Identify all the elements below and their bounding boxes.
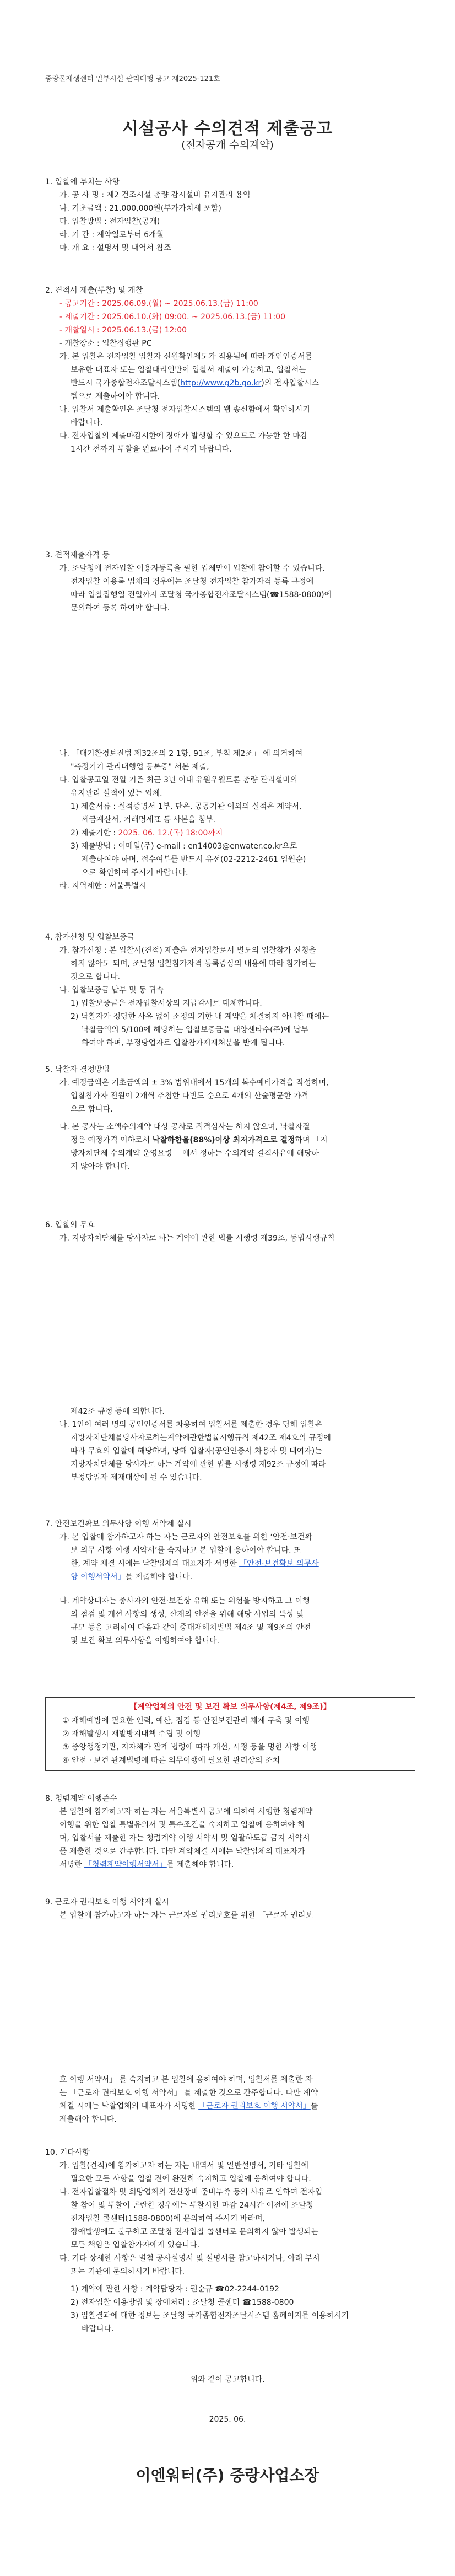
s3-da-line: 다. 입찰공고일 전일 기준 최근 3년 이내 유원우월트론 총량 관리설비의 (59, 776, 298, 785)
section-3-cont (45, 747, 414, 893)
s1-item: 가. 공 사 명 : 제2 건조시설 총량 감시설비 유지관리 용역 (59, 191, 251, 200)
contact-contract: 1) 계약에 관한 사항 : 계약담당자 : 권순규 ☎02-2244-0192 (71, 2285, 279, 2294)
section-8 (45, 1792, 414, 1871)
box-item: ① 재해예방에 필요한 인력, 예산, 점검 등 안전보건관리 체계 구축 및 이행 (62, 1716, 310, 1725)
s2-na-line: 바랍니다. (71, 418, 103, 427)
safety-pledge-link[interactable]: 「안전·보건확보 의무사 (239, 1559, 319, 1568)
s5-na-text: 하며 「지 (295, 1136, 328, 1145)
section-6-heading: 6. 입찰의 무효 (45, 1221, 95, 1230)
s3-d2-deadline: 2025. 06. 12.(목) 18:00까지 (118, 829, 223, 838)
s10-na-line: 장애발생에도 불구하고 조달청 전자입찰 콜센터로 문의하지 않아 발생되는 (71, 2228, 319, 2236)
safety-pledge-link[interactable]: 항 이행서약서」 (71, 1573, 126, 1581)
section-9-heading: 9. 근로자 권리보호 이행 서약제 실시 (45, 1898, 169, 1907)
s10-na-line: 모든 책임은 입찰참가자에게 있습니다. (71, 2241, 200, 2250)
s8-line (45, 1858, 414, 1871)
notice-date: 2025. 06. (209, 2415, 246, 2424)
s4-n2: 낙찰금액의 5/100에 해당하는 입찰보증금을 대양센타수(주)에 납부 (82, 1026, 308, 1034)
s1-item: 마. 개 요 : 설명서 및 내역서 참조 (59, 244, 171, 253)
contact-helpdesk: 2) 전자입찰 이용방법 및 장애처리 : 조달청 콜센터 ☎1588-0800 (71, 2298, 294, 2307)
s6-na-line: 지방자치단체를 당사자로 하는 계약에 관한 법률 시행령 제92조 규정에 따라 (71, 1460, 326, 1469)
contact-results: 3) 입찰결과에 대한 정보는 조달청 국가종합전자조달시스템 홈페이지를 이용하시기 (71, 2311, 349, 2320)
s10-na-line: 나. 전자입찰절차 및 희망업체의 전산장비 준비부족 등의 사유로 인하여 전자입 (59, 2188, 323, 2197)
s3-ga-line: 전자입찰 이용록 업체의 경우에는 조달청 전자입찰 참가자격 등록 규정에 (71, 577, 314, 586)
s2-ga-text: 반드시 국가종합전자조달시스템( (71, 379, 181, 388)
safety-obligations-box (45, 1697, 415, 1771)
s6-na-line: 따라 무효의 입찰에 해당하며, 당해 입찰자(공인인증서 차용자 및 대여자)는 (71, 1447, 322, 1456)
section-4-heading: 4. 참가신청 및 입찰보증금 (45, 933, 134, 942)
s5-na-line (45, 1134, 414, 1147)
s3-ga-line: 따라 입찰집행일 전일까지 조달청 국가종합전자조달시스템(☎1588-0800)에 (71, 591, 332, 599)
s4-n2: 2) 낙찰자가 정당한 사유 없이 소정의 기한 내 계약을 체결하지 아니할 때에는 (71, 1012, 329, 1021)
section-6 (45, 1219, 414, 1245)
s5-ga-line: 가. 예정금액은 기초금액의 ± 3% 범위내에서 15개의 복수예비가격을 작성하며, (59, 1078, 329, 1087)
section-8-heading: 8. 청렴계약 이행준수 (45, 1794, 117, 1803)
s8-text: 를 제출해야 합니다. (166, 1860, 234, 1869)
s3-d1b: 세금계산서, 거래명세표 등 사본을 첨부. (82, 815, 216, 824)
s7-ga-line: 가. 본 입찰에 참가하고자 하는 자는 근로자의 안전보호를 위한 ‘안전·보건확 (59, 1533, 313, 1542)
section-2 (45, 284, 414, 456)
s3-d3b: 제출하여야 하며, 접수여부를 반드시 유선(02-2212-2461 임원순) (82, 855, 306, 864)
section-7 (45, 1517, 414, 1647)
closing-statement: 위와 같이 공고합니다. (190, 2375, 265, 2384)
s5-ga-line: 입찰참가자 전원이 2개씩 추첨한 다빈도 순으로 4개의 산술평균한 가격 (71, 1092, 309, 1101)
s3-na-line: "측정기기 관리대행업 등록증" 서본 제출, (71, 763, 209, 771)
s7-ga-line (45, 1557, 414, 1570)
section-10-heading: 10. 기타사항 (45, 2148, 90, 2157)
s5-ga-line: 으로 합니다. (71, 1105, 113, 1114)
contact-results: 바랍니다. (82, 2325, 114, 2333)
worker-rights-pledge-link[interactable]: 「근로자 권리보호 이행 서약서」 (198, 2102, 311, 2111)
s2-da-line: 1시간 전까지 투찰을 완료하여 주시기 바랍니다. (71, 445, 232, 454)
s8-line: 이행을 위한 입찰 특별유의서 및 특수조건을 숙지하고 입찰에 응하여야 하 (59, 1821, 305, 1829)
page-title: 시설공사 수의견적 제출공고 (122, 119, 333, 138)
submission-period: - 제출기간 : 2025.06.10.(화) 09:00. ~ 2025.06.13.(금) 11:00 (59, 313, 286, 321)
box-item: ② 재해발생시 재발방지대책 수립 및 이행 (62, 1730, 201, 1738)
s7-ga-line (45, 1570, 414, 1584)
s3-ga-line: 가. 조달청에 전자입찰 이용자등록을 필한 업체만이 입찰에 참여할 수 있습니다. (59, 564, 325, 573)
s1-item: 라. 기 간 : 계약일로부터 6개월 (59, 230, 164, 239)
s7-ga-text: 를 제출해야 합니다. (125, 1573, 193, 1581)
s10-na-line: 전자입찰 콜센터(1588-0800)에 문의하여 주시기 바라며, (71, 2214, 265, 2223)
notice-period: - 공고기간 : 2025.06.09.(월) ~ 2025.06.13.(금) 11:00 (59, 299, 258, 308)
doc-number: 중랑물재생센터 일부시설 관리대행 공고 제2025-121호 (45, 75, 220, 83)
s7-na-line: 규모 등을 고려하여 다음과 같이 중대재해처벌법 제4조 및 제9조의 안전 (71, 1623, 311, 1632)
s9-text: 를 (310, 2102, 318, 2111)
s3-d2-label: 2) 제출기한 : (71, 829, 118, 838)
section-9-cont (45, 2073, 414, 2126)
s5-na-line: 나. 본 공사는 소액수의계약 대상 공사로 적격심사는 하지 않으며, 낙찰자결 (59, 1123, 310, 1131)
s7-ga-line: 보 의무 사항 이행 서약서’를 숙지하고 본 입찰에 응하여야 합니다. 또 (71, 1546, 301, 1555)
s10-da-line: 다. 기타 상세한 사항은 별첨 공사설명서 및 설명서를 참고하시거나, 아래 부서 (59, 2254, 320, 2263)
s4-ga-line: 하지 않아도 되며, 조달청 입찰참가자격 등록증상의 내용에 따라 참가하는 (71, 959, 316, 968)
s1-item: 나. 기초금액 : 21,000,000원(부가가치세 포함) (59, 204, 221, 213)
section-6-cont (45, 1405, 414, 1484)
s2-ga-line: 가. 본 입찰은 전자입찰 입찰자 신원확인제도가 적용됨에 따라 개인인증서를 (59, 352, 313, 361)
s6-na-line: 나. 1인이 여러 명의 공인인증서를 차용하여 입찰서를 제출한 경우 당해 입찰은 (59, 1420, 323, 1429)
s1-item: 다. 입찰방법 : 전자입찰(공개) (59, 217, 160, 226)
s10-ga-line: 가. 입찰(견적)에 참가하고자 하는 자는 내역서 및 일반설명서, 기타 입찰에 (59, 2161, 309, 2170)
s8-line: 며, 입찰서를 제출한 자는 청렴계약 이행 서약서 및 일괄하도급 금지 서약서 (59, 1834, 310, 1843)
section-1 (45, 175, 414, 255)
section-2-heading: 2. 견적서 제출(투찰) 및 개찰 (45, 286, 143, 295)
s9-line (45, 1909, 414, 1922)
s3-d3: 3) 제출방법 : 이메일(주) e-mail : en14003@enwater.co.kr으로 (71, 842, 297, 851)
section-7-heading: 7. 안전보건확보 의무사항 이행 서약제 실시 (45, 1520, 192, 1528)
s3-ga-line: 문의하여 등록 하여야 합니다. (71, 604, 170, 613)
integrity-pledge-link[interactable]: 「청렴계약이행서약서」 (84, 1860, 167, 1869)
s2-ga-line (45, 377, 414, 390)
s4-ga-line: 가. 참가신청 : 본 입찰서(견적) 제출은 전자입찰로서 별도의 입찰참가 신청을 (59, 946, 316, 955)
s7-na-line: 의 점검 및 개선 사항의 생성, 산재의 안전을 위해 해당 사업의 특성 및 (71, 1610, 304, 1619)
s8-line: 본 입찰에 참가하고자 하는 자는 서울특별시 공고에 의하여 시행한 청렴계약 (59, 1807, 313, 1816)
s8-line: 를 제출한 것으로 간주합니다. 다만 계약체결 시에는 낙찰업체의 대표자가 (59, 1847, 305, 1856)
s8-text: 서명한 (59, 1860, 85, 1869)
s7-ga-text: 한, 계약 체결 시에는 낙찰업체의 대표자가 서명한 (71, 1559, 240, 1568)
s5-na-line: 방자치단체 수의계약 운영요령」 에서 정하는 수의계약 결격사유에 해당하 (71, 1149, 319, 1158)
s6-na-line: 부정당업자 제재대상이 될 수 있습니다. (71, 1473, 202, 1482)
s4-n1: 1) 입찰보증금은 전자입찰서상의 지급각서로 대체합니다. (71, 999, 262, 1008)
g2b-link[interactable]: http://www.g2b.go.kr (180, 379, 262, 388)
s7-na-line: 및 보건 확보 의무사항을 이행하여야 합니다. (71, 1636, 220, 1645)
s4-ga-line: 것으로 합니다. (71, 973, 121, 981)
page-subtitle: (전자공개 수의계약) (181, 139, 274, 151)
s2-ga-line: 보유한 대표자 또는 입찰대리인만이 입찰서 제출이 가능하고, 입찰서는 (71, 366, 306, 374)
s2-ga-text: )의 전자입찰시스 (261, 379, 319, 388)
s3-da-line: 유지관리 실적이 있는 업체. (71, 789, 162, 798)
section-3-heading: 3. 견적제출자격 등 (45, 551, 110, 560)
section-1-heading: 1. 입찰에 부치는 사항 (45, 178, 120, 186)
s3-d2 (45, 827, 414, 840)
s6-ga-line: 가. 지방자치단체를 당사자로 하는 계약에 관한 법률 시행령 제39조, 동법시행규칙 (59, 1234, 335, 1243)
s2-da-line: 다. 전자입찰의 제출마감시한에 장애가 발생할 수 있으므로 가능한 한 마감 (59, 432, 308, 441)
s10-ga-line: 필요한 모든 사항을 입찰 전에 완전히 숙지하고 입찰에 응하여야 합니다. (71, 2175, 311, 2183)
s6-na-line: 지방자치단체를당사자로하는계약에관한법률시행규칙 제42조 제4호의 규정에 (71, 1434, 331, 1442)
s5-na-text: 정은 예정가격 이하로서 (71, 1136, 153, 1145)
s3-na-line: 나. 「대기환경보전법 제32조의 2 1항, 91조, 부칙 제2조」 에 의거하여 (59, 749, 303, 758)
s10-na-line: 찰 참여 및 투찰이 곤란한 경우에는 투찰시한 마감 24시간 이전에 조달청 (71, 2201, 313, 2210)
s4-n2: 하여야 하며, 부정당업자로 입찰참가제재처분을 받게 됩니다. (82, 1039, 285, 1048)
opening-date: - 개찰일시 : 2025.06.13.(금) 12:00 (59, 326, 187, 335)
opening-place: - 개찰장소 : 입찰집행관 PC (59, 339, 152, 348)
box-item: ④ 안전 · 보건 관계법령에 따른 의무이행에 필요한 관리상의 조치 (62, 1756, 280, 1765)
s3-d3c: 으로 확인하여 주시기 바랍니다. (82, 868, 188, 877)
section-5 (45, 1063, 414, 1173)
s7-na-line: 나. 계약상대자는 종사자의 안전·보건상 유해 또는 위험을 방지하고 그 이행 (59, 1597, 310, 1606)
box-title: 【계약업체의 안전 및 보건 확보 의무사항(제4조, 제9조)】 (129, 1703, 331, 1711)
s9-line: 호 이행 서약서」 를 숙지하고 본 입찰에 응하여야 하며, 입찰서를 제출한 자 (59, 2075, 313, 2084)
s9-text: 「근로자 권리보 (258, 1911, 313, 1920)
section-4 (45, 931, 414, 1050)
s9-line: 제출해야 합니다. (59, 2115, 117, 2124)
s3-region: 라. 지역제한 : 서울특별시 (59, 882, 147, 890)
section-9 (45, 1896, 414, 1922)
section-5-heading: 5. 낙찰자 결정방법 (45, 1065, 110, 1074)
s5-award-rule: 낙찰하한율(88%)이상 최저가격으로 결정 (152, 1136, 295, 1145)
s9-text: 체결 시에는 낙찰업체의 대표자가 서명한 (59, 2102, 199, 2111)
section-10 (45, 2146, 414, 2336)
s9-line (45, 2100, 414, 2113)
s9-line: 는 「근로자 권리보호 이행 서약서」 를 제출한 것으로 간주합니다. 다만 계약 (59, 2089, 318, 2097)
section-3 (45, 549, 414, 615)
s3-d1: 1) 제출서류 : 실적증명서 1부, 단은, 공공기관 이외의 실적은 계약서, (71, 802, 302, 811)
s6-ga-line: 제42조 규정 등에 의합니다. (71, 1407, 165, 1416)
s4-na-line: 나. 입찰보증금 납부 및 동 귀속 (59, 986, 164, 995)
s10-da-line: 또는 기관에 문의하시기 바랍니다. (71, 2267, 185, 2276)
s5-na-line: 지 않아야 합니다. (71, 1162, 131, 1171)
box-item: ③ 중앙행정기관, 지자체가 관계 법령에 따라 개선, 시정 등을 명한 사항 이행 (62, 1743, 317, 1752)
s2-ga-line: 템으로 제출하여야 합니다. (71, 392, 160, 401)
s2-na-line: 나. 입찰서 제출확인은 조달청 전자입찰시스템의 웹 송신함에서 확인하시기 (59, 405, 310, 414)
s9-text: 본 입찰에 참가하고자 하는 자는 근로자의 권리보호를 위한 (59, 1911, 258, 1920)
signature: 이엔워터(주) 중랑사업소장 (136, 2466, 319, 2484)
